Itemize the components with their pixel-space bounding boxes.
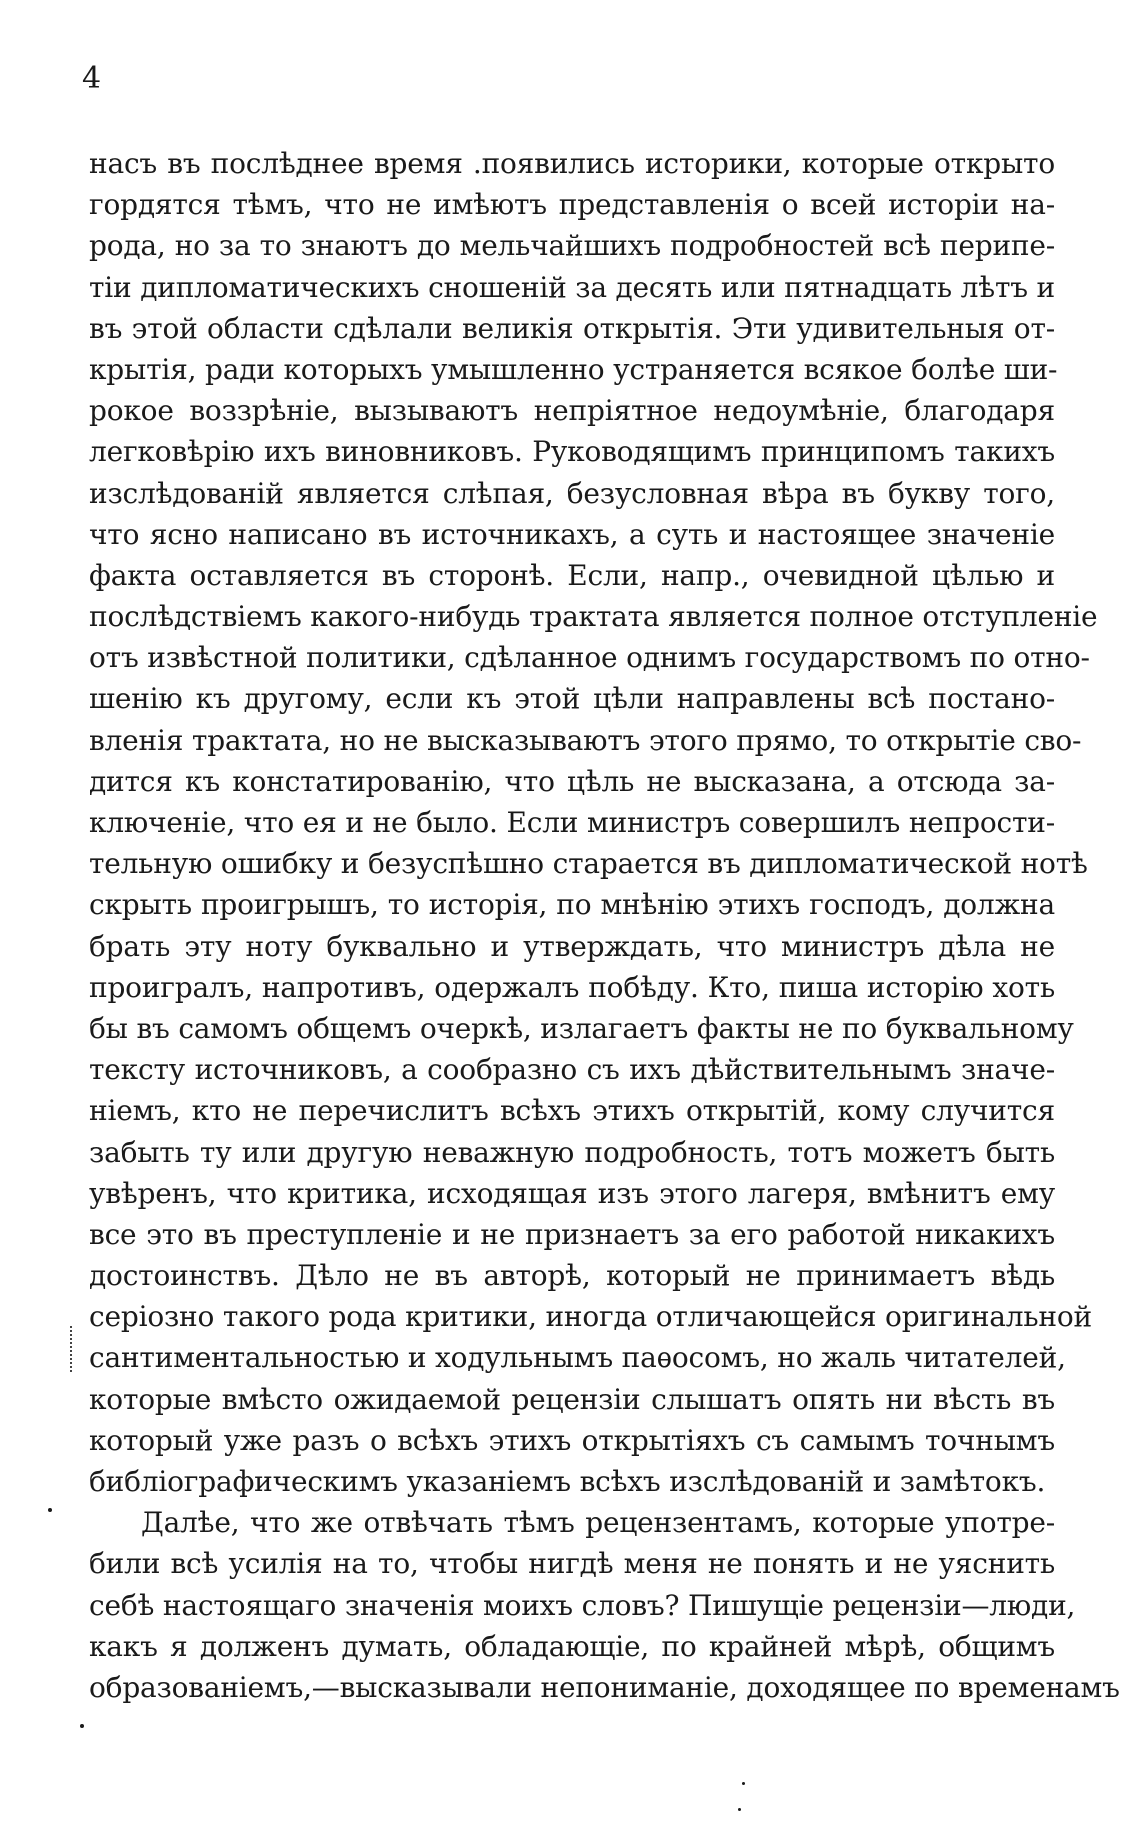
text-line: ключеніе, что ея и не было. Если министръ совершилъ непрости- <box>89 806 1055 839</box>
paragraph <box>89 1502 1120 1708</box>
text-line: били всѣ усилія на то, чтобы нигдѣ меня не понять и не уяснить <box>89 1547 1055 1581</box>
text-line: послѣдствіемъ какого-нибудь трактата является полное отступленіе <box>89 600 1098 634</box>
text-line: брать эту ноту буквально и утверждать, что министръ дѣла не <box>89 929 1055 963</box>
text-line: бы въ самомъ общемъ очеркѣ, излагаетъ факты не по буквальному <box>89 1011 1074 1045</box>
body-text <box>89 143 1120 1708</box>
text-line: тіи дипломатическихъ сношеній за десять или пятнадцать лѣтъ и <box>89 270 1056 304</box>
margin-mark <box>70 1326 77 1372</box>
text-line: себѣ настоящаго значенія моихъ словъ? Пишущіе рецензіи—люди, <box>89 1588 1076 1622</box>
text-line: насъ въ послѣднее время .появились историки, которые открыто <box>89 147 1055 180</box>
text-line: вленія трактата, но не высказываютъ этого прямо, то открытіе сво- <box>89 723 1082 757</box>
text-line: что ясно написано въ источникахъ, а суть и настоящее значеніе <box>89 517 1055 551</box>
text-line: легковѣрію ихъ виновниковъ. Руководящимъ принципомъ такихъ <box>89 435 1055 469</box>
text-line: изслѣдованій является слѣпая, безусловная вѣра въ букву того, <box>89 476 1055 510</box>
page-number: 4 <box>82 61 102 96</box>
text-line: Далѣе, что же отвѣчать тѣмъ рецензентамъ, которые употре- <box>141 1506 1055 1540</box>
text-line: рода, но за то знаютъ до мельчайшихъ подробностей всѣ перипе- <box>89 229 1055 263</box>
text-line: который уже разъ о всѣхъ этихъ открытіяхъ съ самымъ точнымъ <box>89 1423 1055 1457</box>
text-line: факта оставляется въ сторонѣ. Если, напр., очевидной цѣлью и <box>89 558 1055 592</box>
text-line: библіографическимъ указаніемъ всѣхъ изслѣдованій и замѣтокъ. <box>89 1465 1046 1498</box>
text-line: тексту источниковъ, а сообразно съ ихъ дѣйствительнымъ значе- <box>89 1053 1055 1087</box>
text-line: которые вмѣсто ожидаемой рецензіи слышатъ опять ни вѣсть въ <box>89 1382 1055 1416</box>
ink-speck <box>48 1508 52 1512</box>
text-line: все это въ преступленіе и не признаетъ за его работой никакихъ <box>89 1217 1055 1251</box>
text-line: образованіемъ,—высказывали непониманіе, доходящее по временамъ <box>89 1670 1120 1704</box>
text-line: въ этой области сдѣлали великія открытія. Эти удивительныя от- <box>89 311 1055 345</box>
text-line: достоинствъ. Дѣло не въ авторѣ, который не принимаетъ вѣдь <box>89 1259 1055 1293</box>
text-line: тельную ошибку и безуспѣшно старается въ дипломатической нотѣ <box>89 847 1088 881</box>
text-line: гордятся тѣмъ, что не имѣютъ представленія о всей исторіи на- <box>89 188 1055 222</box>
ink-speck <box>80 1724 84 1728</box>
text-line: крытія, ради которыхъ умышленно устраняется всякое болѣе ши- <box>89 352 1058 386</box>
text-line: скрыть проигрышъ, то исторія, по мнѣнію этихъ господъ, должна <box>89 888 1055 922</box>
text-line: сантиментальностью и ходульнымъ паѳосомъ, но жаль читателей, <box>89 1341 1066 1375</box>
text-line: проигралъ, напротивъ, одержалъ побѣду. Кто, пиша исторію хоть <box>89 970 1055 1004</box>
text-line: забыть ту или другую неважную подробность, тотъ можетъ быть <box>89 1135 1055 1169</box>
text-line: шенію къ другому, если къ этой цѣли направлены всѣ постано- <box>89 682 1055 716</box>
paragraph <box>89 143 1098 1502</box>
text-line: ніемъ, кто не перечислитъ всѣхъ этихъ открытій, кому случится <box>89 1094 1055 1128</box>
text-line: какъ я долженъ думать, обладающіе, по крайней мѣрѣ, общимъ <box>89 1629 1055 1663</box>
text-line: увѣренъ, что критика, исходящая изъ этого лагеря, вмѣнитъ ему <box>89 1176 1055 1210</box>
ink-speck <box>738 1808 741 1811</box>
ink-speck <box>742 1782 745 1785</box>
text-line: дится къ констатированію, что цѣль не высказана, а отсюда за- <box>89 764 1055 798</box>
text-line: отъ извѣстной политики, сдѣланное однимъ государствомъ по отно- <box>89 641 1090 675</box>
text-line: рокое воззрѣніе, вызываютъ непріятное недоумѣніе, благодаря <box>89 394 1055 428</box>
text-line: серіозно такого рода критики, иногда отличающейся оригинальной <box>89 1300 1092 1334</box>
